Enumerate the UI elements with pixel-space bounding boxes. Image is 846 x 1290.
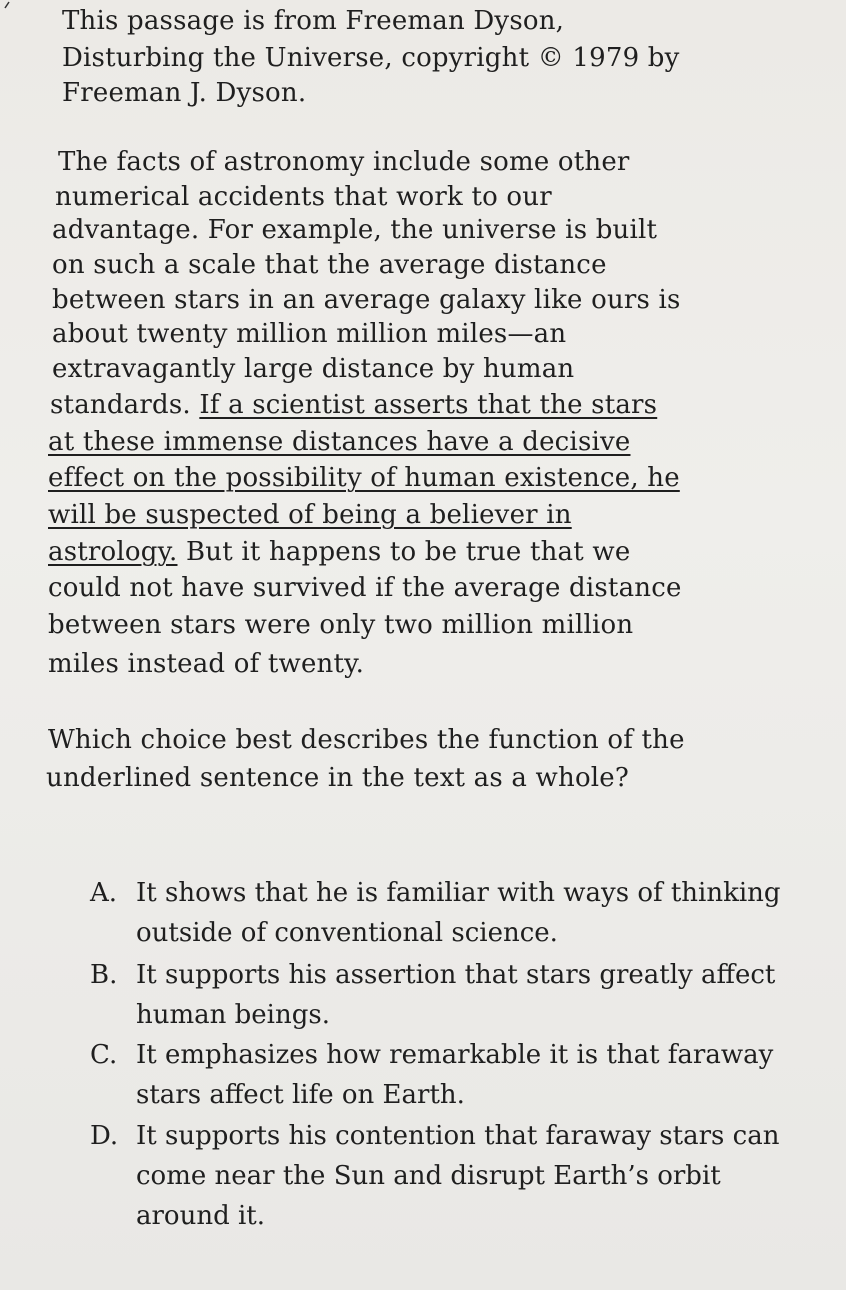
passage-text: standards. [50,390,191,420]
passage-line: about twenty million million miles—an [52,319,567,349]
source-line-1: This passage is from Freeman Dyson, [62,6,565,36]
source-line-2: Disturbing the Universe, copyright © 1979 by [62,43,680,73]
passage-line: The facts of astronomy include some other [58,147,630,177]
question-line-1: Which choice best describes the function of the [48,725,685,755]
answer-choice-d[interactable] [90,1116,786,1236]
passage-line: on such a scale that the average distance [52,250,607,280]
passage-line: could not have survived if the average distance [48,573,682,603]
underlined-sentence-part: effect on the possibility of human existence, he [48,463,680,493]
corner-mark [4,0,14,10]
passage-line: between stars in an average galaxy like ours is [52,285,681,315]
choice-letter: A. [90,878,118,908]
choice-letter: B. [90,960,118,990]
underlined-sentence-part: If a scientist asserts that the stars [199,390,658,420]
passage-text: But it happens to be true that we [177,537,631,567]
source-line-3: Freeman J. Dyson. [62,78,307,108]
choice-text: It supports his assertion that stars greatly affect human beings. [136,960,776,1030]
passage-line-mixed [50,389,657,421]
underlined-sentence-part: at these immense distances have a decisive [48,427,631,457]
passage-line: extravagantly large distance by human [52,354,575,384]
answer-choice-b[interactable] [90,955,786,1035]
passage-line: advantage. For example, the universe is built [52,215,658,245]
underlined-sentence-part: will be suspected of being a believer in [48,500,572,530]
choice-text: It shows that he is familiar with ways of thinking outside of conventional science. [136,878,781,948]
choice-letter: C. [90,1040,118,1070]
passage-line: numerical accidents that work to our [55,182,552,212]
choice-letter: D. [90,1121,119,1151]
passage-line-mixed [48,536,630,568]
answer-choice-c[interactable] [90,1035,786,1115]
choice-text: It emphasizes how remarkable it is that faraway stars affect life on Earth. [136,1040,774,1110]
underlined-sentence-part: astrology. [48,537,178,567]
answer-choice-a[interactable] [90,873,786,953]
choice-text: It supports his contention that faraway stars can come near the Sun and disrupt Earth’s orbit around it. [136,1121,780,1231]
passage-line: between stars were only two million million [48,610,634,640]
passage-line: miles instead of twenty. [48,649,365,679]
question-line-2: underlined sentence in the text as a whole? [46,763,630,793]
